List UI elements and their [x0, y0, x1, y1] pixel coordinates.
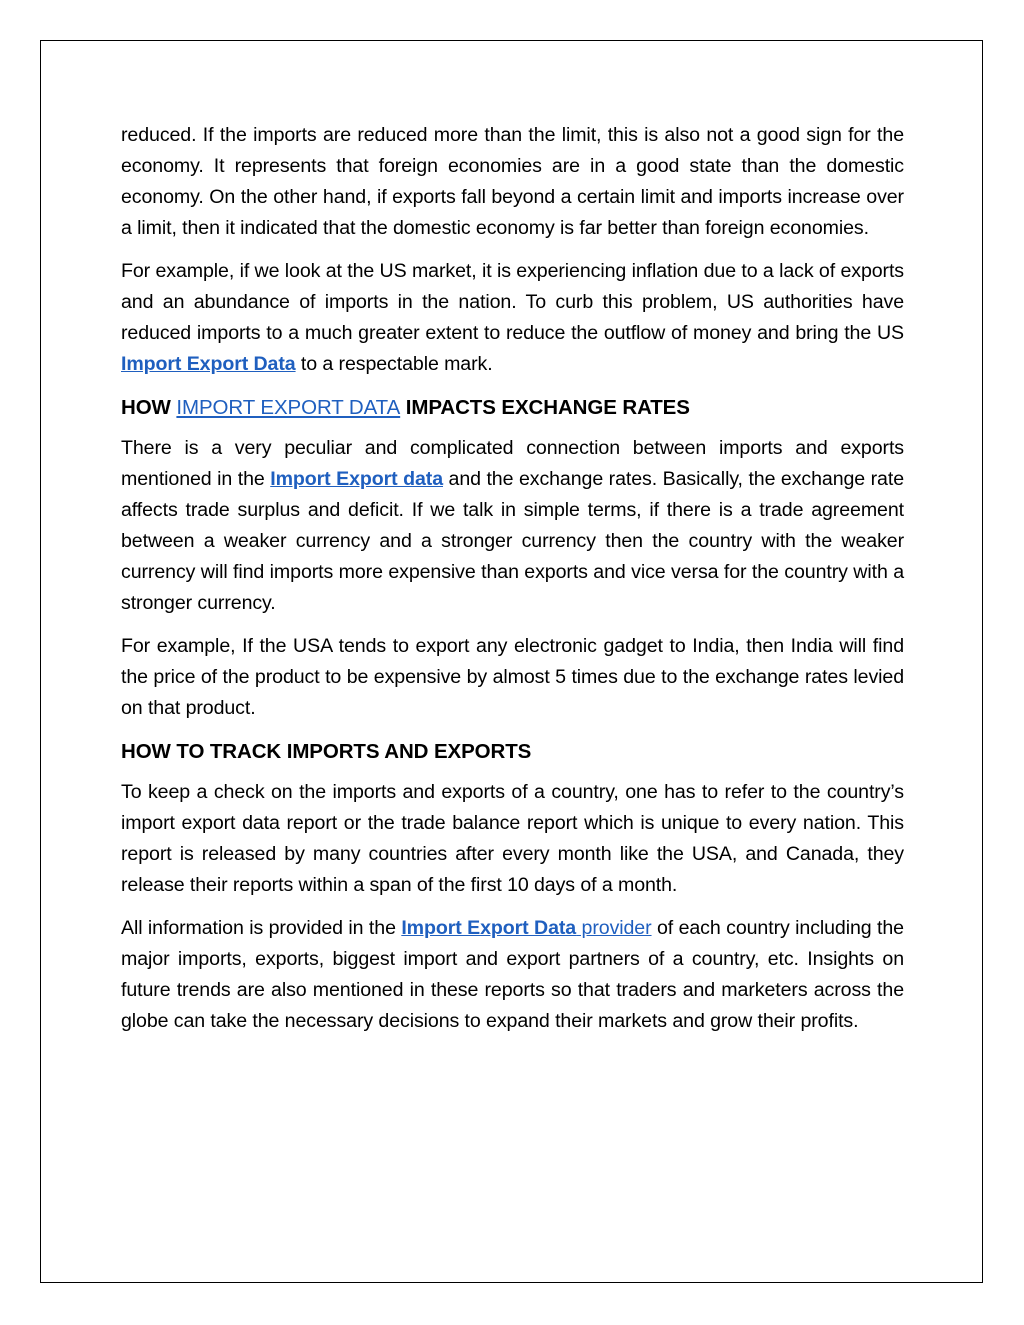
paragraph-text: of each country including the major imports, exports, biggest import and export partners of a country, etc. Insights on future trends are also mentioned in these reports so that traders and marketers across the globe can take the necessary decisions to expand their markets and grow their profits.: [121, 917, 904, 1032]
paragraph-usa-india: For example, If the USA tends to export any electronic gadget to India, then India will find the price of the product to be expensive by almost 5 times due to the exchange rates levied on that product.: [121, 635, 904, 719]
paragraph-check: To keep a check on the imports and exports of a country, one has to refer to the country’s import export data report or the trade balance report which is unique to every nation. This report is released by many countries after every month like the USA, and Canada, they release their reports within a span of the first 10 days of a month.: [121, 781, 904, 896]
heading-text: IMPACTS EXCHANGE RATES: [400, 396, 690, 419]
heading-text: HOW: [121, 396, 177, 419]
heading-import-export-data-link[interactable]: IMPORT EXPORT DATA: [176, 396, 401, 419]
heading-track-imports: HOW TO TRACK IMPORTS AND EXPORTS: [121, 740, 532, 763]
import-export-data-link[interactable]: Import Export Data: [401, 917, 577, 939]
heading-exchange-rates: [121, 392, 904, 423]
document-body: [121, 120, 904, 1049]
paragraph-text: There is a very peculiar and complicated connection between imports and exports mentioned in the: [121, 437, 904, 490]
paragraph-text: and the exchange rates. Basically, the exchange rate affects trade surplus and deficit. If we talk in simple terms, if there is a trade agreement between a weaker currency and a stronger currency then the country with the weaker currency will find imports more expensive than exports and vice versa for the country with a stronger currency.: [121, 468, 904, 614]
paragraph-text: All information is provided in the: [121, 917, 402, 939]
import-export-data-link[interactable]: Import Export data: [270, 468, 443, 490]
import-export-data-link[interactable]: Import Export Data: [121, 353, 296, 375]
paragraph-information: [121, 913, 904, 1037]
provider-link[interactable]: provider: [576, 917, 652, 939]
paragraph-text: For example, if we look at the US market, it is experiencing inflation due to a lack of exports and an abundance of imports in the nation. To curb this problem, US authorities have reduced imports to a much greater extent to reduce the outflow of money and bring the US: [121, 260, 904, 344]
paragraph-text: to a respectable mark.: [295, 353, 493, 375]
paragraph-us-market: [121, 256, 904, 380]
paragraph-limit: reduced. If the imports are reduced more than the limit, this is also not a good sign for the economy. It represents that foreign economies are in a good state than the domestic economy. On the other hand, if exports fall beyond a certain limit and imports increase over a limit, then it indicated that the domestic economy is far better than foreign economies.: [121, 124, 904, 239]
paragraph-connection: [121, 433, 904, 619]
